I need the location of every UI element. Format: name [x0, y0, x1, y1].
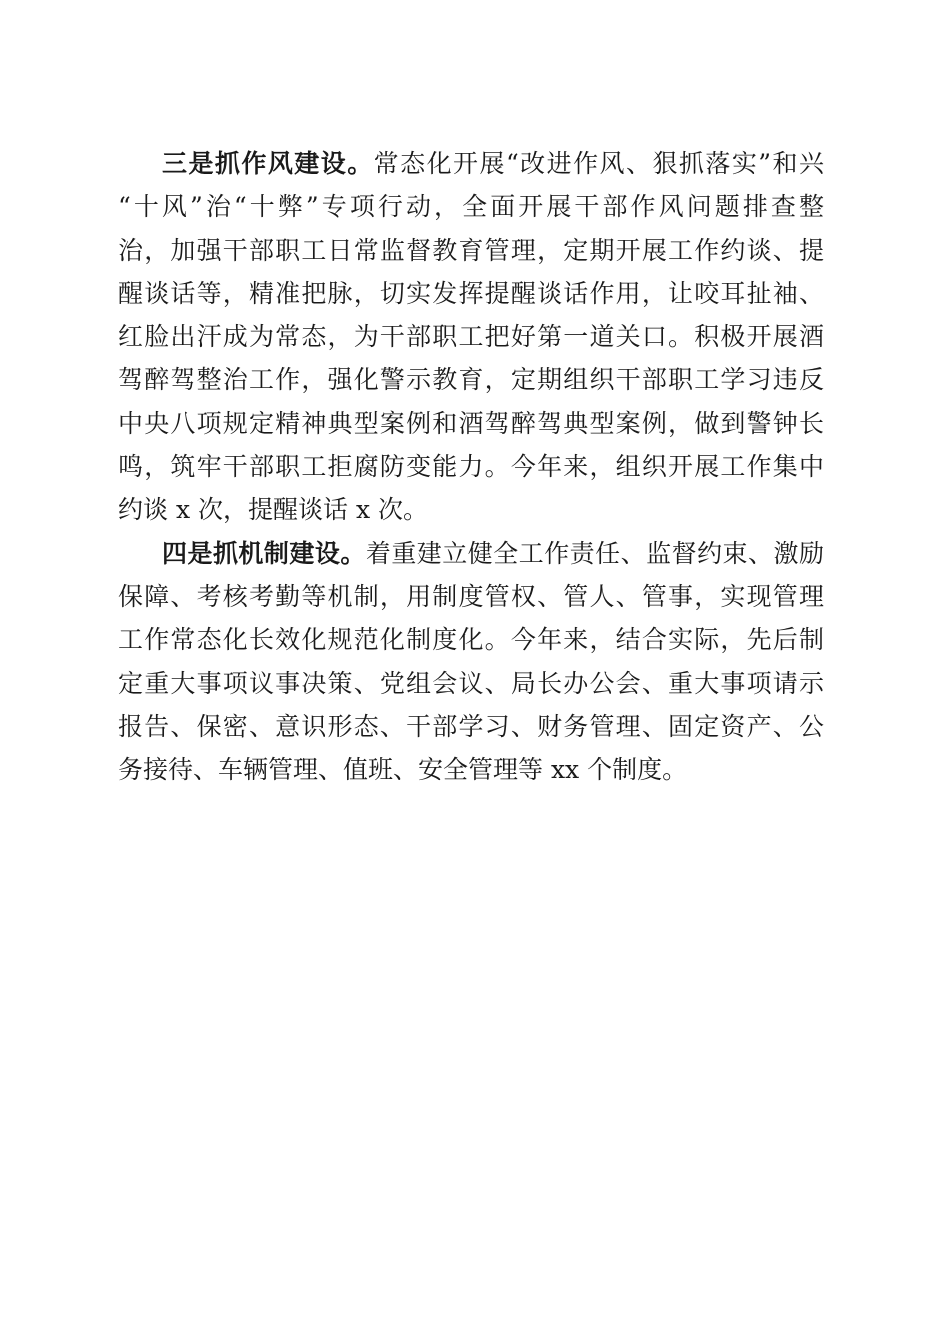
- paragraph-line: 约谈 x 次，提醒谈话 x 次。: [118, 495, 428, 525]
- paragraph-line: 报告、保密、意识形态、干部学习、财务管理、固定资产、公: [118, 711, 824, 741]
- paragraph-mechanism: [118, 532, 824, 792]
- paragraph-line: 治，加强干部职工日常监督教育管理，定期开展工作约谈、提: [118, 235, 824, 265]
- paragraph-line: 驾醉驾整治工作，强化警示教育，定期组织干部职工学习违反: [118, 365, 824, 395]
- paragraph-line: “十风”治“十弊”专项行动，全面开展干部作风问题排查整: [118, 192, 824, 222]
- paragraph-line: 红脸出汗成为常态，为干部职工把好第一道关口。积极开展酒: [118, 322, 824, 352]
- paragraph-line: 定重大事项议事决策、党组会议、局长办公会、重大事项请示: [118, 668, 824, 698]
- paragraph-line: 四是抓机制建设。着重建立健全工作责任、监督约束、激励: [162, 538, 824, 568]
- paragraph-line: 务接待、车辆管理、值班、安全管理等 xx 个制度。: [118, 755, 688, 785]
- paragraph-line: 中央八项规定精神典型案例和酒驾醉驾典型案例，做到警钟长: [118, 408, 824, 438]
- paragraph-work-style: [118, 142, 824, 532]
- paragraph-line: 三是抓作风建设。常态化开展“改进作风、狠抓落实”和兴: [162, 149, 824, 178]
- document-body: [118, 142, 824, 791]
- paragraph-line: 鸣，筑牢干部职工拒腐防变能力。今年来，组织开展工作集中: [118, 452, 824, 482]
- paragraph-lead: 四是抓机制建设。: [162, 538, 366, 568]
- paragraph-line: 工作常态化长效化规范化制度化。今年来，结合实际，先后制: [118, 625, 824, 655]
- paragraph-line: 保障、考核考勤等机制，用制度管权、管人、管事，实现管理: [118, 581, 824, 611]
- paragraph-lead: 三是抓作风建设。: [162, 149, 374, 178]
- paragraph-line: 醒谈话等，精准把脉，切实发挥提醒谈话作用，让咬耳扯袖、: [118, 278, 824, 308]
